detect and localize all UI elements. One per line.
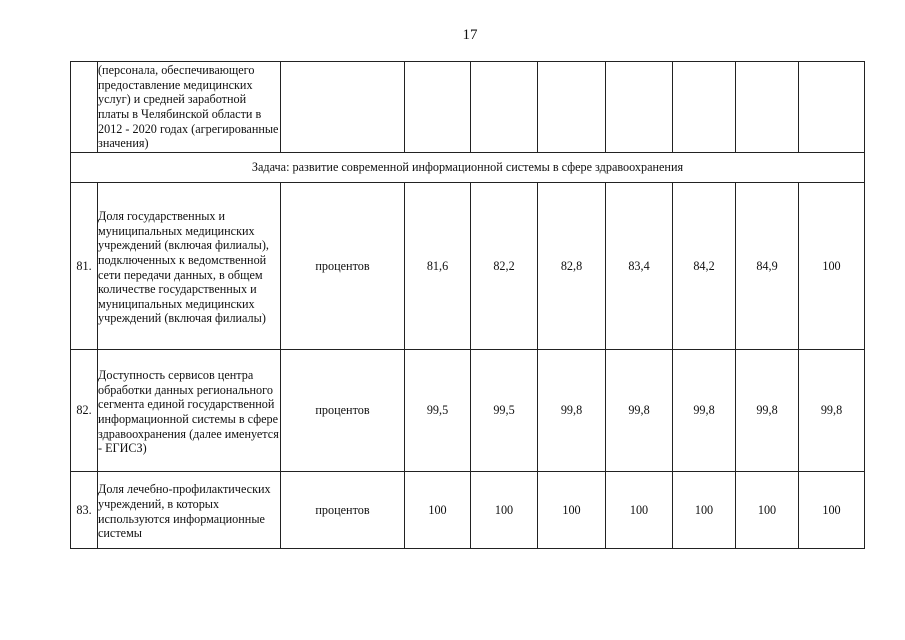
value-cell: 100: [799, 183, 865, 350]
value-cell: 83,4: [606, 183, 673, 350]
value-cell: [799, 62, 865, 153]
unit-cell: процентов: [281, 183, 405, 350]
table-row: [71, 183, 865, 350]
value-cell: 100: [538, 472, 606, 549]
value-cell: 99,8: [606, 350, 673, 472]
task-row: [71, 153, 865, 183]
value-cell: 100: [736, 472, 799, 549]
value-cell: 100: [606, 472, 673, 549]
value-cell: [471, 62, 538, 153]
indicator-description: (персонала, обеспечивающего предоставление медицинских услуг) и средней заработной платы в Челябинской области в 2012 - 2020 годах (агрегированные значения): [98, 62, 281, 153]
indicators-table: [70, 61, 865, 549]
value-cell: [673, 62, 736, 153]
value-cell: 84,2: [673, 183, 736, 350]
value-cell: [405, 62, 471, 153]
value-cell: 81,6: [405, 183, 471, 350]
value-cell: 82,2: [471, 183, 538, 350]
value-cell: 100: [405, 472, 471, 549]
row-number: 82.: [71, 350, 98, 472]
value-cell: 99,5: [471, 350, 538, 472]
value-cell: 84,9: [736, 183, 799, 350]
value-cell: 99,8: [673, 350, 736, 472]
table-row: [71, 62, 865, 153]
table-row: [71, 472, 865, 549]
value-cell: [606, 62, 673, 153]
page-number: 17: [462, 27, 478, 43]
indicator-description: Доля лечебно-профилактических учреждений, в которых используются информационные системы: [98, 472, 281, 549]
value-cell: 100: [673, 472, 736, 549]
value-cell: 99,8: [538, 350, 606, 472]
row-number-cell: [71, 62, 98, 153]
value-cell: 99,8: [799, 350, 865, 472]
unit-cell: [281, 62, 405, 153]
row-number: 81.: [71, 183, 98, 350]
value-cell: 100: [799, 472, 865, 549]
row-number: 83.: [71, 472, 98, 549]
indicator-description: Доля государственных и муниципальных медицинских учреждений (включая филиалы), подключенных к ведомственной сети передачи данных, в общем количестве государственных и муниципальных медицинских учреждений (включая филиалы): [98, 183, 281, 350]
unit-cell: процентов: [281, 472, 405, 549]
value-cell: 100: [471, 472, 538, 549]
task-heading: Задача: развитие современной информационной системы в сфере здравоохранения: [71, 153, 865, 183]
value-cell: 99,5: [405, 350, 471, 472]
value-cell: [736, 62, 799, 153]
indicator-description: Доступность сервисов центра обработки данных регионального сегмента единой государственной информационной системы в сфере здравоохранения (далее именуется - ЕГИСЗ): [98, 350, 281, 472]
value-cell: [538, 62, 606, 153]
table-row: [71, 350, 865, 472]
value-cell: 82,8: [538, 183, 606, 350]
value-cell: 99,8: [736, 350, 799, 472]
unit-cell: процентов: [281, 350, 405, 472]
